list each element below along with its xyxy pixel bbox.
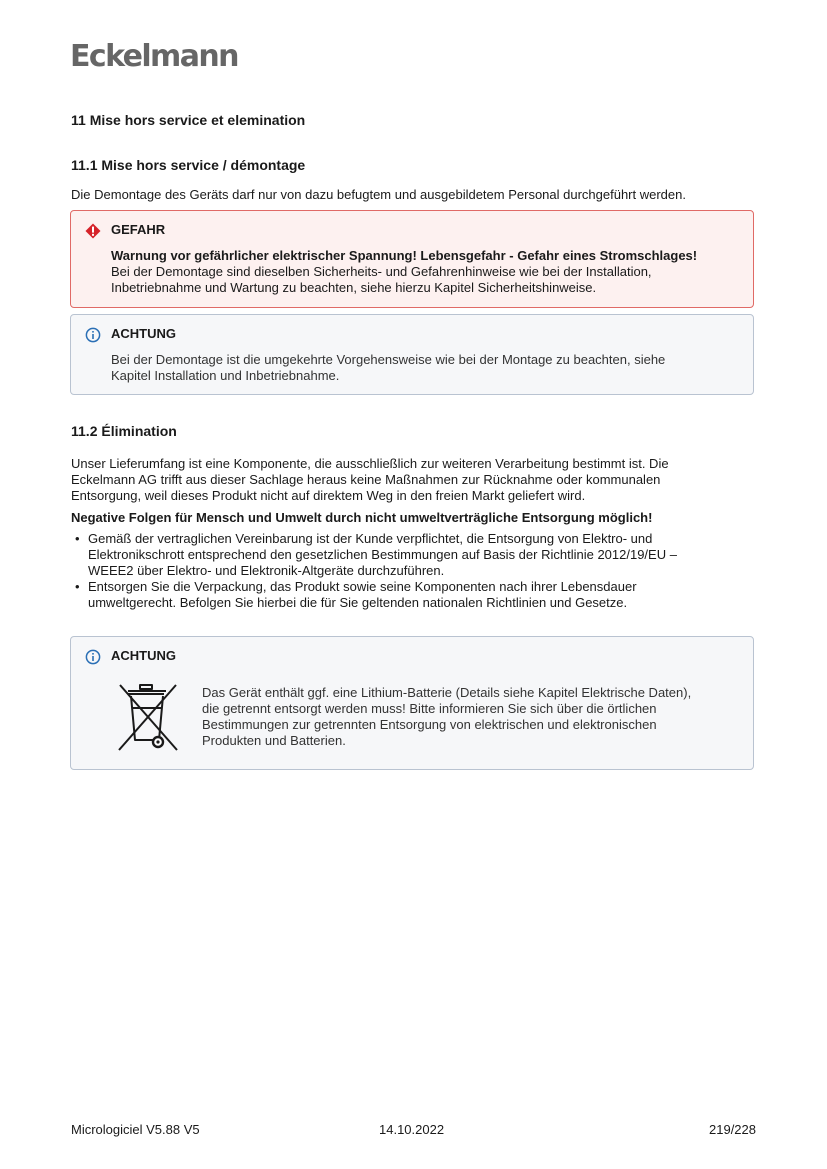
subsection-title-decommissioning: 11.1 Mise hors service / démontage xyxy=(71,157,306,173)
danger-text-line: Bei der Demontage sind dieselben Sicherheits- und Gefahrenhinweise wie bei der Installation, xyxy=(111,264,652,279)
danger-warning: Warnung vor gefährlicher elektrischer Spannung! Lebensgefahr - Gefahr eines Stromschlages! xyxy=(111,248,698,263)
notice-text-line: Bei der Demontage ist die umgekehrte Vorgehensweise wie bei der Montage zu beachten, siehe xyxy=(111,352,666,367)
danger-label: GEFAHR xyxy=(111,222,166,237)
danger-callout xyxy=(70,210,754,308)
company-logo: Eckelmann xyxy=(70,39,238,74)
elimination-paragraph-line: Entsorgung, weil dieses Produkt nicht auf direktem Weg in den freien Markt geliefert wird. xyxy=(71,488,586,503)
info-icon xyxy=(85,327,101,343)
elimination-paragraph-line: Unser Lieferumfang ist eine Komponente, die ausschließlich zur weiteren Verarbeitung bestimmt ist. Die xyxy=(71,456,669,471)
notice-callout xyxy=(70,314,754,395)
list-item-line: WEEE2 über Elektro- und Elektronik-Altgeräte durchzuführen. xyxy=(88,563,445,578)
danger-text-line: Inbetriebnahme und Wartung zu beachten, siehe hierzu Kapitel Sicherheitshinweise. xyxy=(111,280,597,295)
notice-label: ACHTUNG xyxy=(111,326,176,341)
subsection-title-elimination: 11.2 Élimination xyxy=(71,423,177,439)
battery-notice-line: Bestimmungen zur getrennten Entsorgung von elektrischen und elektronischen xyxy=(202,717,657,732)
footer-page-number: 219/228 xyxy=(709,1122,756,1137)
elimination-paragraph-line: Eckelmann AG trifft aus dieser Sachlage heraus keine Maßnahmen zur Rücknahme oder kommunalen xyxy=(71,472,661,487)
crossed-out-wheelie-bin-icon xyxy=(115,682,181,754)
disposal-bullet-list xyxy=(71,531,761,611)
danger-icon xyxy=(85,223,101,239)
battery-notice-callout xyxy=(70,636,754,770)
info-icon xyxy=(85,649,101,665)
battery-notice-line: die getrennt entsorgt werden muss! Bitte informieren Sie sich über die örtlichen xyxy=(202,701,657,716)
battery-notice-line: Produkten und Batterien. xyxy=(202,733,346,748)
list-item-line: umweltgerecht. Befolgen Sie hierbei die für Sie geltenden nationalen Richtlinien und Gesetze. xyxy=(88,595,628,610)
list-item-line: Elektronikschrott entsprechend den gesetzlichen Bestimmungen auf Basis der Richtlinie 2012/19/EU – xyxy=(88,547,677,562)
environment-warning: Negative Folgen für Mensch und Umwelt durch nicht umweltverträgliche Entsorgung möglich! xyxy=(71,510,653,525)
list-item xyxy=(71,531,761,579)
section-title: 11 Mise hors service et elemination xyxy=(71,112,306,128)
list-item-line: • Gemäß der vertraglichen Vereinbarung ist der Kunde verpflichtet, die Entsorgung von Elektro- und xyxy=(88,531,653,546)
footer-date: 14.10.2022 xyxy=(379,1122,445,1137)
intro-paragraph: Die Demontage des Geräts darf nur von dazu befugtem und ausgebildetem Personal durchgeführt werden. xyxy=(71,187,686,202)
list-item xyxy=(71,579,761,611)
list-item-line: • Entsorgen Sie die Verpackung, das Produkt sowie seine Komponenten nach ihrer Lebensdauer xyxy=(88,579,637,594)
footer-product: Micrologiciel V5.88 V5 xyxy=(71,1122,200,1137)
battery-notice-line: Das Gerät enthält ggf. eine Lithium-Batterie (Details siehe Kapitel Elektrische Daten), xyxy=(202,685,692,700)
notice-text-line: Kapitel Installation und Inbetriebnahme. xyxy=(111,368,340,383)
notice-label: ACHTUNG xyxy=(111,648,176,663)
